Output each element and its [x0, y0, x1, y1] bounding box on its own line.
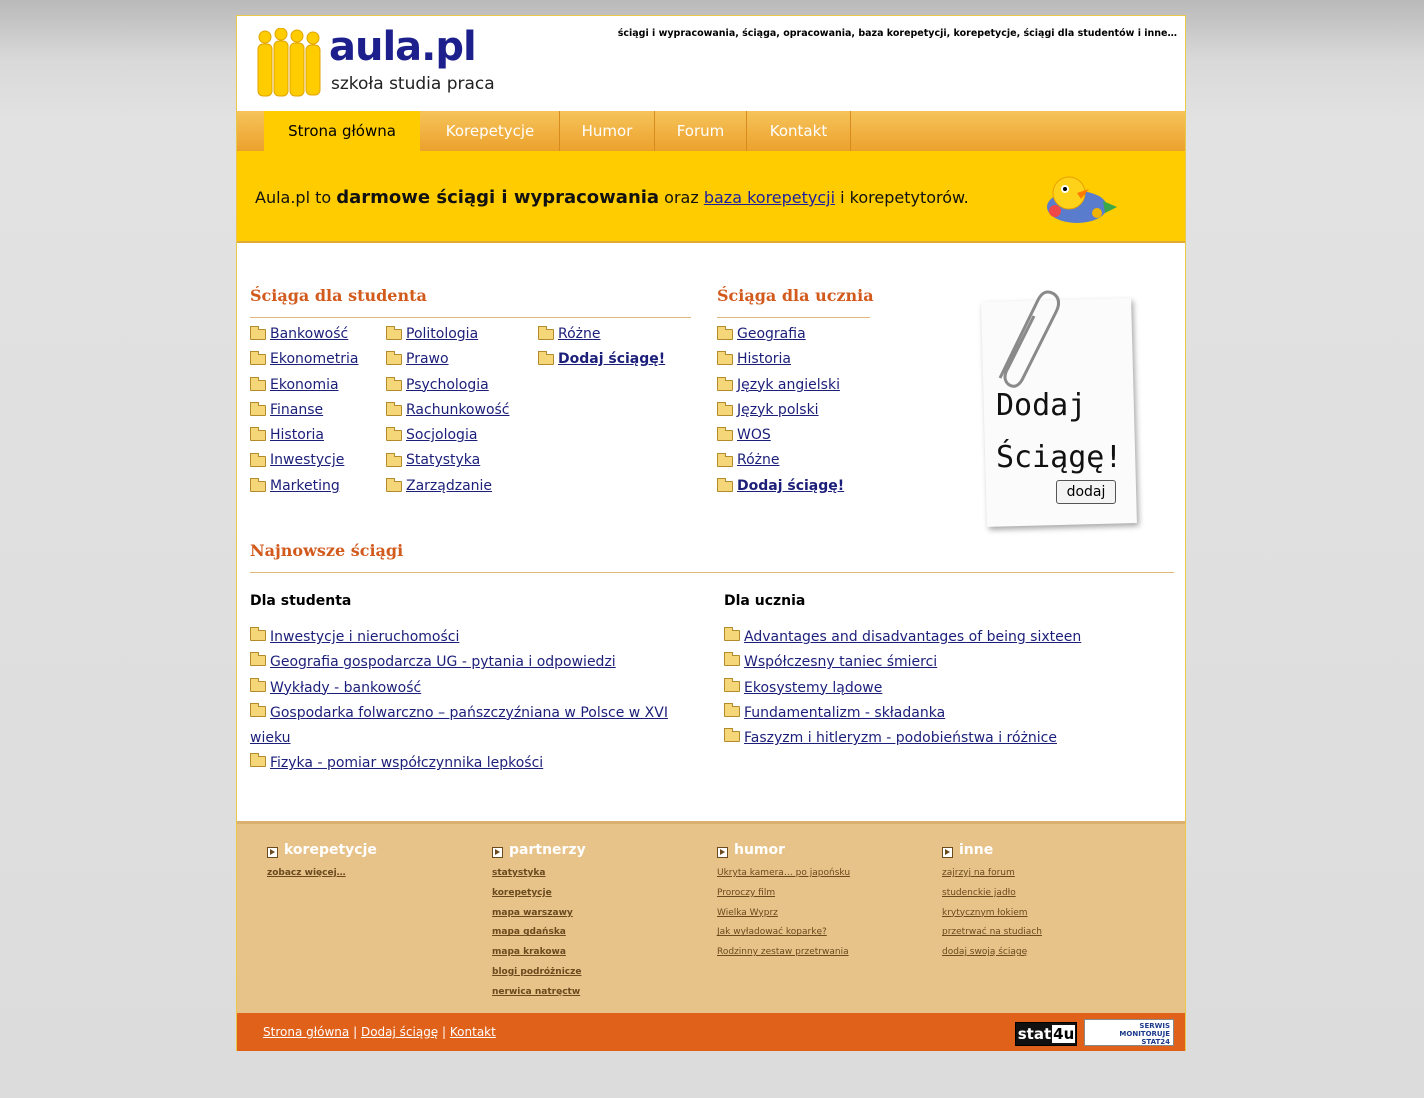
- list-item: [717, 448, 844, 473]
- category-link[interactable]: Rachunkowość: [406, 401, 510, 418]
- category-link[interactable]: Geografia: [737, 326, 806, 342]
- stat4u-text-a: stat: [1017, 1025, 1052, 1043]
- arrow-right-icon: [492, 847, 503, 858]
- latest-link[interactable]: Wykłady - bankowość: [270, 679, 422, 696]
- folder-icon: [386, 456, 402, 467]
- banner-text: [255, 187, 969, 208]
- list-item: [250, 625, 670, 650]
- folder-icon: [724, 630, 740, 641]
- separator: |: [353, 1025, 358, 1039]
- footer-heading: [717, 842, 917, 858]
- footer-link[interactable]: nerwica natręctw: [492, 986, 581, 997]
- folder-icon: [250, 456, 266, 467]
- header-tagline: ściągi i wypracowania, ściąga, opracowania, baza korepetycji, korepetycje, ściągi dla studentów i inne…: [617, 28, 1177, 39]
- folder-icon: [250, 630, 266, 641]
- latest-link[interactable]: Fizyka - pomiar współczynnika lepkości: [270, 755, 544, 772]
- footer-heading-text: inne: [959, 842, 994, 858]
- arrow-right-icon: [267, 847, 278, 858]
- folder-icon: [250, 706, 266, 717]
- footer-link[interactable]: przetrwać na studiach: [942, 927, 1042, 938]
- arrow-right-icon: [717, 847, 728, 858]
- footer-link[interactable]: mapa gdańska: [492, 927, 566, 938]
- folder-icon: [386, 329, 402, 340]
- footer-column-other: [942, 842, 1142, 963]
- student-column-2: [386, 322, 510, 499]
- footer-heading-text: korepetycje: [284, 842, 377, 858]
- folder-icon: [538, 354, 554, 365]
- footer-link[interactable]: Ukryta kamera… po japońsku: [717, 868, 851, 878]
- bottom-link-home[interactable]: Strona główna: [263, 1025, 350, 1039]
- student-section-title: Ściąga dla studenta: [250, 286, 427, 305]
- list-item: [250, 751, 670, 776]
- list-item: [250, 701, 670, 752]
- folder-icon: [724, 706, 740, 717]
- footer-link[interactable]: blogi podróżnicze: [492, 966, 582, 977]
- latest-section-rule: [250, 572, 1174, 573]
- nav-item-forum[interactable]: Forum: [655, 111, 747, 151]
- footer-heading: [942, 842, 1142, 858]
- pupil-section-title: Ściąga dla ucznia: [717, 286, 874, 305]
- list-item: [250, 650, 670, 675]
- folder-icon: [717, 329, 733, 340]
- category-link[interactable]: Prawo: [406, 351, 449, 368]
- category-link[interactable]: Psychologia: [406, 376, 489, 393]
- list-item: [538, 347, 665, 372]
- student-column-3: [538, 322, 665, 373]
- stat4u-text-b: 4u: [1053, 1025, 1075, 1043]
- footer-link[interactable]: zobacz więcej…: [267, 868, 346, 878]
- folder-icon: [386, 380, 402, 391]
- logo-subtitle: szkoła studia praca: [331, 74, 495, 94]
- footer-link[interactable]: statystyka: [492, 868, 546, 878]
- footer-link[interactable]: mapa warszawy: [492, 907, 573, 918]
- list-item: [386, 373, 510, 398]
- stat24-badge[interactable]: [1084, 1019, 1174, 1046]
- separator: |: [442, 1025, 447, 1039]
- category-link[interactable]: Statystyka: [406, 452, 481, 469]
- list-item: [724, 625, 1164, 650]
- list-item: [250, 398, 358, 423]
- latest-link[interactable]: Advantages and disadvantages of being sixteen: [744, 629, 1082, 645]
- folder-icon: [250, 681, 266, 692]
- footer-column-tutoring: [267, 842, 467, 884]
- list-item: [386, 322, 510, 347]
- category-link[interactable]: Ekonomia: [270, 376, 339, 393]
- note-line-1: Dodaj: [996, 388, 1087, 423]
- footer-link[interactable]: dodaj swoją ściągę: [942, 947, 1028, 958]
- folder-icon: [717, 354, 733, 365]
- folder-icon: [717, 481, 733, 492]
- category-link[interactable]: Socjologia: [406, 427, 478, 444]
- latest-student-list: [250, 625, 670, 777]
- nav-item-humor[interactable]: Humor: [560, 111, 655, 151]
- footer-heading-text: partnerzy: [509, 842, 586, 858]
- footer-link[interactable]: Proroczy film: [717, 887, 776, 898]
- category-link[interactable]: Historia: [270, 427, 324, 444]
- pupil-section-rule: [717, 317, 870, 318]
- logo-title: aula.pl: [329, 24, 476, 70]
- folder-icon: [724, 655, 740, 666]
- category-link[interactable]: WOS: [737, 427, 771, 444]
- stat4u-badge[interactable]: [1015, 1022, 1077, 1046]
- list-item: [250, 347, 358, 372]
- category-link[interactable]: Język angielski: [737, 376, 840, 393]
- list-item: [717, 322, 844, 347]
- stat24-line-2: MONITORUJE: [1119, 1030, 1170, 1038]
- add-cheatsheet-pupil-link[interactable]: Dodaj ściągę!: [737, 477, 845, 494]
- footer-link[interactable]: mapa krakowa: [492, 947, 566, 958]
- list-item: [724, 701, 1164, 726]
- latest-student-heading: Dla studenta: [250, 593, 352, 609]
- folder-icon: [250, 354, 266, 365]
- latest-link[interactable]: Faszyzm i hitleryzm - podobieństwa i różnice: [744, 730, 1057, 747]
- category-link[interactable]: Język polski: [737, 401, 819, 418]
- bottom-links: [263, 1025, 496, 1039]
- folder-icon: [250, 405, 266, 416]
- list-item: [717, 423, 844, 448]
- latest-link[interactable]: Fundamentalizm - składanka: [744, 704, 946, 721]
- footer-link[interactable]: Rodzinny zestaw przetrwania: [717, 947, 849, 958]
- banner-bold: darmowe ściągi i wypracowania: [336, 187, 660, 208]
- latest-link[interactable]: Inwestycje i nieruchomości: [270, 629, 460, 645]
- bottom-link-contact[interactable]: Kontakt: [449, 1025, 496, 1039]
- category-link[interactable]: Inwestycje: [270, 452, 345, 469]
- list-item: [717, 474, 844, 499]
- paperclip-icon: [970, 288, 1060, 388]
- folder-icon: [386, 405, 402, 416]
- list-item: [250, 448, 358, 473]
- footer-link[interactable]: Jak wyładować koparkę?: [717, 927, 827, 938]
- latest-link[interactable]: Geografia gospodarcza UG - pytania i odpowiedzi: [270, 654, 616, 671]
- list-item: [538, 322, 665, 347]
- arrow-right-icon: [942, 847, 953, 858]
- add-cheatsheet-note: [970, 288, 1150, 533]
- logo[interactable]: [253, 24, 513, 100]
- nav-item-home[interactable]: Strona główna: [264, 111, 420, 151]
- list-item: [386, 448, 510, 473]
- people-logo-icon: [253, 28, 331, 100]
- list-item: [250, 423, 358, 448]
- category-link[interactable]: Finanse: [270, 401, 324, 418]
- footer-heading: [492, 842, 692, 858]
- banner-prefix: Aula.pl to: [255, 188, 337, 207]
- footer-link[interactable]: studenckie jadło: [942, 887, 1016, 898]
- latest-pupil-list: [724, 625, 1164, 751]
- list-item: [250, 676, 670, 701]
- banner-suffix: i korepetytorów.: [835, 188, 969, 207]
- list-item: [386, 398, 510, 423]
- folder-icon: [250, 655, 266, 666]
- banner-middle: oraz: [659, 188, 704, 207]
- bottom-bar: [237, 1013, 1185, 1051]
- folder-icon: [250, 481, 266, 492]
- main-nav: [237, 111, 1185, 151]
- folder-icon: [386, 354, 402, 365]
- folder-icon: [386, 430, 402, 441]
- folder-icon: [717, 456, 733, 467]
- folder-icon: [250, 380, 266, 391]
- bird-mascot-icon: [1037, 171, 1119, 226]
- banner-tutoring-link[interactable]: baza korepetycji: [703, 188, 836, 207]
- folder-icon: [538, 329, 554, 340]
- footer-link[interactable]: zajrzyj na forum: [942, 868, 1015, 878]
- footer-link[interactable]: krytycznym łokiem: [942, 907, 1028, 918]
- list-item: [717, 347, 844, 372]
- latest-pupil-heading: Dla ucznia: [724, 593, 806, 609]
- category-link[interactable]: Historia: [737, 351, 791, 368]
- list-item: [386, 474, 510, 499]
- list-item: [717, 398, 844, 423]
- list-item: [724, 676, 1164, 701]
- list-item: [250, 474, 358, 499]
- list-item: [724, 650, 1164, 675]
- nav-item-tutoring[interactable]: Korepetycje: [421, 111, 560, 151]
- note-text: [996, 380, 1122, 484]
- student-section-rule: [250, 317, 691, 318]
- add-button[interactable]: dodaj: [1056, 480, 1116, 504]
- list-item: [386, 423, 510, 448]
- category-link[interactable]: Bankowość: [270, 326, 349, 342]
- category-link[interactable]: Różne: [558, 326, 601, 342]
- latest-link[interactable]: Współczesny taniec śmierci: [744, 654, 938, 671]
- footer-link[interactable]: korepetycje: [492, 887, 552, 898]
- folder-icon: [724, 681, 740, 692]
- note-line-2: Ściągę!: [996, 440, 1123, 475]
- add-cheatsheet-student-link[interactable]: Dodaj ściągę!: [558, 351, 666, 368]
- list-item: [250, 322, 358, 347]
- folder-icon: [717, 430, 733, 441]
- list-item: [717, 373, 844, 398]
- pupil-column: [717, 322, 844, 499]
- folder-icon: [724, 731, 740, 742]
- folder-icon: [250, 329, 266, 340]
- folder-icon: [250, 756, 266, 767]
- bottom-link-add[interactable]: Dodaj ściągę: [360, 1025, 439, 1039]
- category-link[interactable]: Zarządzanie: [406, 477, 493, 494]
- list-item: [386, 347, 510, 372]
- folder-icon: [386, 481, 402, 492]
- category-link[interactable]: Politologia: [406, 326, 479, 342]
- page: [236, 15, 1186, 1051]
- latest-section-title: Najnowsze ściągi: [250, 541, 404, 560]
- footer: [237, 821, 1185, 1016]
- folder-icon: [717, 380, 733, 391]
- stat24-line-3: STAT24: [1141, 1038, 1170, 1046]
- footer-heading: [267, 842, 467, 858]
- list-item: [250, 373, 358, 398]
- promo-banner: [237, 151, 1185, 243]
- header: [237, 16, 1185, 111]
- category-link[interactable]: Ekonometria: [270, 351, 359, 368]
- footer-column-humor: [717, 842, 917, 963]
- folder-icon: [250, 430, 266, 441]
- student-column-1: [250, 322, 358, 499]
- list-item: [724, 726, 1164, 751]
- footer-column-partners: [492, 842, 692, 1003]
- latest-link[interactable]: Gospodarka folwarczno – pańszczyźniana w Polsce w XVI wieku: [250, 704, 668, 747]
- latest-link[interactable]: Ekosystemy lądowe: [744, 679, 883, 696]
- category-link[interactable]: Różne: [737, 452, 780, 469]
- footer-link[interactable]: Wielka Wyprz: [717, 907, 778, 918]
- category-link[interactable]: Marketing: [270, 477, 340, 494]
- footer-heading-text: humor: [734, 842, 786, 858]
- folder-icon: [717, 405, 733, 416]
- nav-item-contact[interactable]: Kontakt: [747, 111, 851, 151]
- stat24-line-1: SERWIS: [1139, 1022, 1170, 1030]
